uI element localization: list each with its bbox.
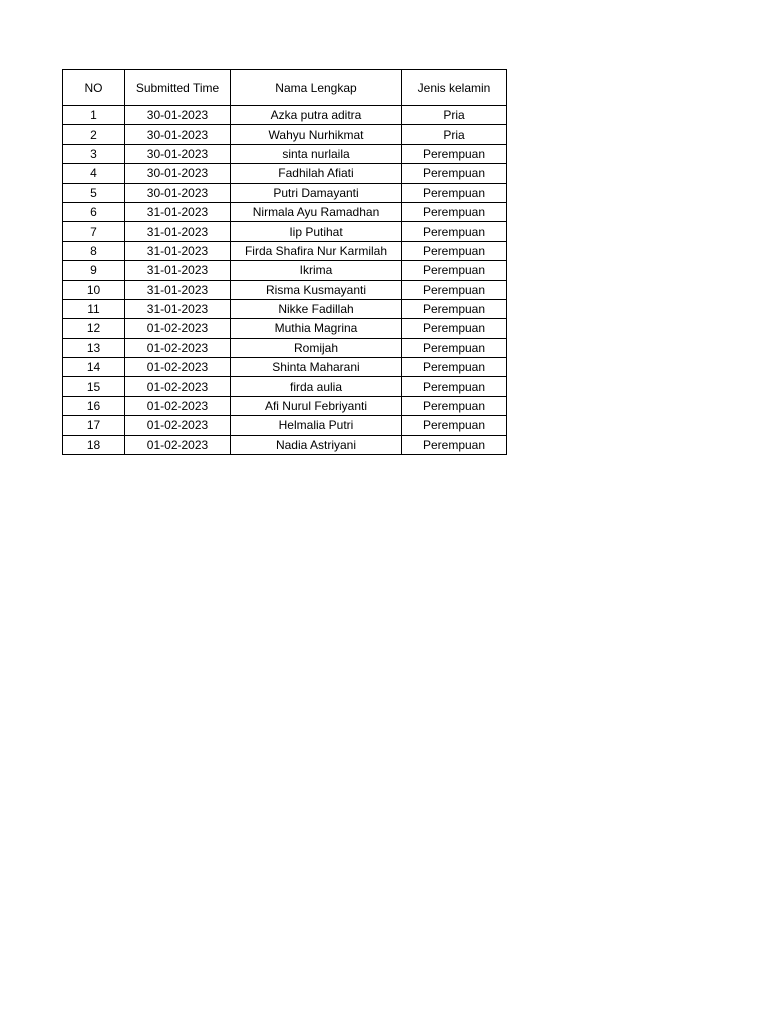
cell-submitted-time: 31-01-2023: [125, 241, 231, 260]
cell-no: 12: [63, 319, 125, 338]
table-row: [63, 261, 507, 280]
table-row: [63, 183, 507, 202]
cell-jenis-kelamin: Pria: [402, 125, 507, 144]
cell-jenis-kelamin: Perempuan: [402, 164, 507, 183]
cell-jenis-kelamin: Perempuan: [402, 144, 507, 163]
cell-jenis-kelamin: Perempuan: [402, 396, 507, 415]
cell-jenis-kelamin: Perempuan: [402, 241, 507, 260]
cell-jenis-kelamin: Perempuan: [402, 202, 507, 221]
cell-submitted-time: 30-01-2023: [125, 164, 231, 183]
table-row: [63, 241, 507, 260]
cell-jenis-kelamin: Perempuan: [402, 319, 507, 338]
cell-no: 8: [63, 241, 125, 260]
cell-nama-lengkap: Ikrima: [231, 261, 402, 280]
cell-no: 16: [63, 396, 125, 415]
cell-submitted-time: 30-01-2023: [125, 125, 231, 144]
cell-jenis-kelamin: Perempuan: [402, 435, 507, 454]
cell-jenis-kelamin: Perempuan: [402, 338, 507, 357]
cell-nama-lengkap: Azka putra aditra: [231, 106, 402, 125]
cell-jenis-kelamin: Perempuan: [402, 261, 507, 280]
cell-nama-lengkap: Fadhilah Afiati: [231, 164, 402, 183]
cell-submitted-time: 31-01-2023: [125, 261, 231, 280]
cell-submitted-time: 01-02-2023: [125, 358, 231, 377]
cell-jenis-kelamin: Perempuan: [402, 299, 507, 318]
cell-submitted-time: 30-01-2023: [125, 183, 231, 202]
cell-submitted-time: 31-01-2023: [125, 280, 231, 299]
table-row: [63, 396, 507, 415]
cell-submitted-time: 30-01-2023: [125, 106, 231, 125]
header-submitted-time: Submitted Time: [125, 70, 231, 106]
table-row: [63, 435, 507, 454]
cell-jenis-kelamin: Perempuan: [402, 222, 507, 241]
cell-submitted-time: 01-02-2023: [125, 416, 231, 435]
cell-submitted-time: 30-01-2023: [125, 144, 231, 163]
table-row: [63, 280, 507, 299]
cell-nama-lengkap: Firda Shafira Nur Karmilah: [231, 241, 402, 260]
cell-jenis-kelamin: Perempuan: [402, 280, 507, 299]
cell-nama-lengkap: Putri Damayanti: [231, 183, 402, 202]
cell-submitted-time: 01-02-2023: [125, 338, 231, 357]
cell-nama-lengkap: Afi Nurul Febriyanti: [231, 396, 402, 415]
cell-no: 5: [63, 183, 125, 202]
cell-no: 6: [63, 202, 125, 221]
cell-nama-lengkap: Shinta Maharani: [231, 358, 402, 377]
cell-nama-lengkap: sinta nurlaila: [231, 144, 402, 163]
table-row: [63, 416, 507, 435]
header-no: NO: [63, 70, 125, 106]
cell-no: 18: [63, 435, 125, 454]
table-row: [63, 319, 507, 338]
cell-nama-lengkap: Risma Kusmayanti: [231, 280, 402, 299]
cell-no: 11: [63, 299, 125, 318]
cell-nama-lengkap: Iip Putihat: [231, 222, 402, 241]
cell-jenis-kelamin: Pria: [402, 106, 507, 125]
header-row: [63, 70, 507, 106]
table-row: [63, 202, 507, 221]
cell-no: 1: [63, 106, 125, 125]
cell-no: 9: [63, 261, 125, 280]
cell-submitted-time: 01-02-2023: [125, 435, 231, 454]
cell-nama-lengkap: Wahyu Nurhikmat: [231, 125, 402, 144]
cell-no: 15: [63, 377, 125, 396]
header-nama-lengkap: Nama Lengkap: [231, 70, 402, 106]
cell-jenis-kelamin: Perempuan: [402, 358, 507, 377]
cell-submitted-time: 31-01-2023: [125, 222, 231, 241]
cell-nama-lengkap: Nadia Astriyani: [231, 435, 402, 454]
cell-no: 3: [63, 144, 125, 163]
table-body: [63, 106, 507, 455]
cell-nama-lengkap: Romijah: [231, 338, 402, 357]
cell-submitted-time: 01-02-2023: [125, 319, 231, 338]
cell-nama-lengkap: firda aulia: [231, 377, 402, 396]
cell-jenis-kelamin: Perempuan: [402, 183, 507, 202]
cell-submitted-time: 31-01-2023: [125, 202, 231, 221]
cell-nama-lengkap: Muthia Magrina: [231, 319, 402, 338]
cell-nama-lengkap: Nikke Fadillah: [231, 299, 402, 318]
cell-submitted-time: 01-02-2023: [125, 377, 231, 396]
cell-no: 13: [63, 338, 125, 357]
cell-no: 14: [63, 358, 125, 377]
cell-nama-lengkap: Nirmala Ayu Ramadhan: [231, 202, 402, 221]
cell-no: 17: [63, 416, 125, 435]
table-row: [63, 222, 507, 241]
cell-no: 4: [63, 164, 125, 183]
header-jenis-kelamin: Jenis kelamin: [402, 70, 507, 106]
cell-jenis-kelamin: Perempuan: [402, 377, 507, 396]
table-row: [63, 338, 507, 357]
table-row: [63, 144, 507, 163]
table-row: [63, 299, 507, 318]
table-row: [63, 358, 507, 377]
cell-submitted-time: 31-01-2023: [125, 299, 231, 318]
cell-no: 10: [63, 280, 125, 299]
table-row: [63, 164, 507, 183]
cell-nama-lengkap: Helmalia Putri: [231, 416, 402, 435]
cell-no: 7: [63, 222, 125, 241]
cell-no: 2: [63, 125, 125, 144]
submissions-table: [62, 69, 507, 455]
cell-jenis-kelamin: Perempuan: [402, 416, 507, 435]
table-row: [63, 377, 507, 396]
cell-submitted-time: 01-02-2023: [125, 396, 231, 415]
table-row: [63, 106, 507, 125]
table-row: [63, 125, 507, 144]
